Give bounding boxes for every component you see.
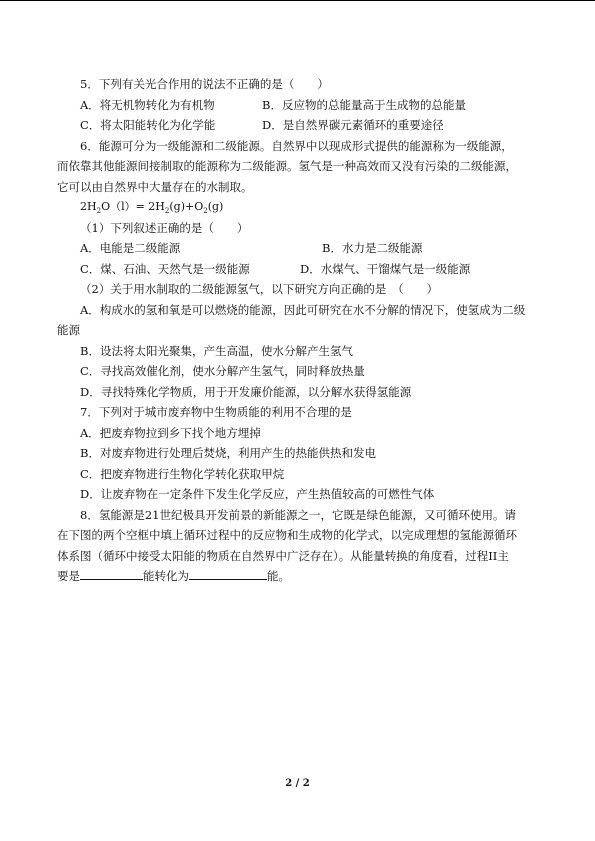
q6-sub1-option-b: B．水力是二级能源 — [322, 241, 423, 255]
q6-sub1-option-c: C．煤、石油、天然气是一级能源 — [80, 261, 250, 276]
q7-stem: 7．下列对于城市废弃物中生物质能的利用不合理的是 — [80, 405, 352, 419]
q8-line3: 体系图（循环中接受太阳能的物质在自然界中广泛存在）。从能量转换的角度看，过程II主 — [57, 548, 509, 563]
q7-option-b: B．对废弃物进行处理后焚烧，利用产生的热能供热和发电 — [80, 446, 376, 460]
q5-options-row1 — [57, 95, 547, 116]
q8-line4-prefix: 要是 — [57, 569, 80, 583]
q6-sub1-option-d: D．水煤气、干馏煤气是一级能源 — [300, 261, 471, 276]
q8-line4-mid: 能转化为 — [143, 569, 189, 583]
q5-option-a: A．将无机物转化为有机物 — [80, 97, 215, 112]
q5-option-c: C．将太阳能转化为化学能 — [80, 118, 216, 132]
q8-line4 — [57, 566, 547, 587]
q8-line1: 8．氢能源是21世纪极具开发前景的新能源之一，它既是绿色能源，又可循环使用。请 — [80, 507, 516, 522]
q8-line4-suffix: 能。 — [267, 569, 290, 583]
q7-option-c: C．把废弃物进行生物化学转化获取甲烷 — [80, 466, 285, 481]
q6-sub2-option-a-line1: A．构成水的氢和氧是可以燃烧的能源，因此可研究在水不分解的情况下，使氢成为二级 — [80, 302, 526, 317]
q6-sub1-options-row1 — [57, 238, 547, 259]
q6-line3: 它可以由自然界中大量存在的水制取。 — [57, 179, 253, 194]
q5-options-row2 — [57, 115, 547, 136]
q6-sub1-stem: （1）下列叙述正确的是（ ） — [80, 220, 249, 235]
answer-blank-1[interactable] — [80, 567, 143, 580]
answer-blank-2[interactable] — [189, 567, 267, 580]
q6-line2: 而依靠其他能源间接制取的能源称为二级能源。氢气是一种高效而又没有污染的二级能源， — [57, 159, 517, 173]
q7-option-a: A．把废弃物拉到乡下找个地方埋掉 — [80, 425, 261, 440]
header-rule — [0, 0, 595, 1]
q6-equation: $2H_2O(l)= 2H_2(g)+O_2(g)$ — [80, 200, 224, 216]
q6-sub2-stem: （2）关于用水制取的二级能源氢气，以下研究方向正确的是 （ ） — [80, 282, 439, 296]
q5-option-d: D．是自然界碳元素循环的重要途径 — [262, 118, 444, 132]
document-body — [57, 74, 547, 587]
q8-line2: 在下图的两个空框中填上循环过程中的反应物和生成物的化学式，以完成理想的氢能源循环 — [57, 528, 517, 542]
q6-sub2-option-a-line2: 能源 — [57, 323, 80, 337]
q6-sub1-option-a: A．电能是二级能源 — [80, 241, 181, 255]
q5-stem: 5．下列有关光合作用的说法不正确的是（ ） — [80, 77, 329, 91]
q6-sub2-option-b: B．设法将太阳光聚集，产生高温，使水分解产生氢气 — [80, 343, 353, 358]
page-number: 2 / 2 — [285, 778, 310, 789]
q6-line1: 6．能源可分为一级能源和二级能源。自然界中以现成形式提供的能源称为一级能源， — [80, 138, 513, 153]
q5-option-b: B．反应物的总能量高于生成物的总能量 — [262, 97, 466, 112]
q6-sub2-option-d: D．寻找特殊化学物质，用于开发廉价能源，以分解水获得氢能源 — [80, 384, 412, 399]
q7-option-d: D．让废弃物在一定条件下发生化学反应，产生热值较高的可燃性气体 — [80, 487, 435, 501]
q6-sub1-options-row2 — [57, 259, 547, 280]
q6-sub2-option-c: C．寻找高效催化剂，使水分解产生氢气，同时释放热量 — [80, 364, 365, 378]
